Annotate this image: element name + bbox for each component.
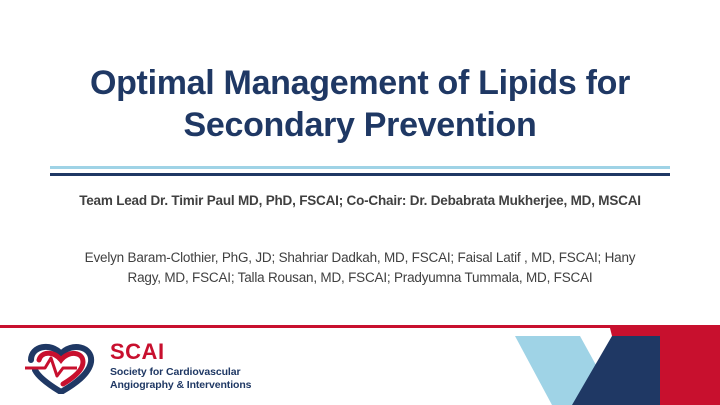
slide-title xyxy=(0,62,720,146)
title-divider-top xyxy=(50,166,670,169)
scai-logo-name: SCAI xyxy=(110,339,165,364)
authors-line-2: Ragy, MD, FSCAI; Talla Rousan, MD, FSCAI; Pradyumna Tummala, MD, FSCAI xyxy=(127,270,593,285)
team-lead-line: Team Lead Dr. Timir Paul MD, PhD, FSCAI; Co-Chair: Dr. Debabrata Mukherjee, MD, MSCAI xyxy=(79,193,641,208)
footer-decoration xyxy=(0,328,720,405)
authors-line-1: Evelyn Baram-Clothier, PhG, JD; Shahriar Dadkah, MD, FSCAI; Faisal Latif , MD, FSCAI; Hany xyxy=(84,250,636,265)
scai-logo-heart-icon xyxy=(25,338,105,394)
title-divider-bottom xyxy=(50,173,670,176)
scai-logo-subtitle xyxy=(110,366,251,391)
scai-logo-subtitle-line-1: Society for Cardiovascular xyxy=(110,366,241,378)
slide-title-line-1: Optimal Management of Lipids for xyxy=(89,64,631,102)
slide-title-line-2: Secondary Prevention xyxy=(183,106,537,144)
authors-list xyxy=(20,248,700,288)
scai-logo-subtitle-line-2: Angiography & Interventions xyxy=(110,378,252,391)
